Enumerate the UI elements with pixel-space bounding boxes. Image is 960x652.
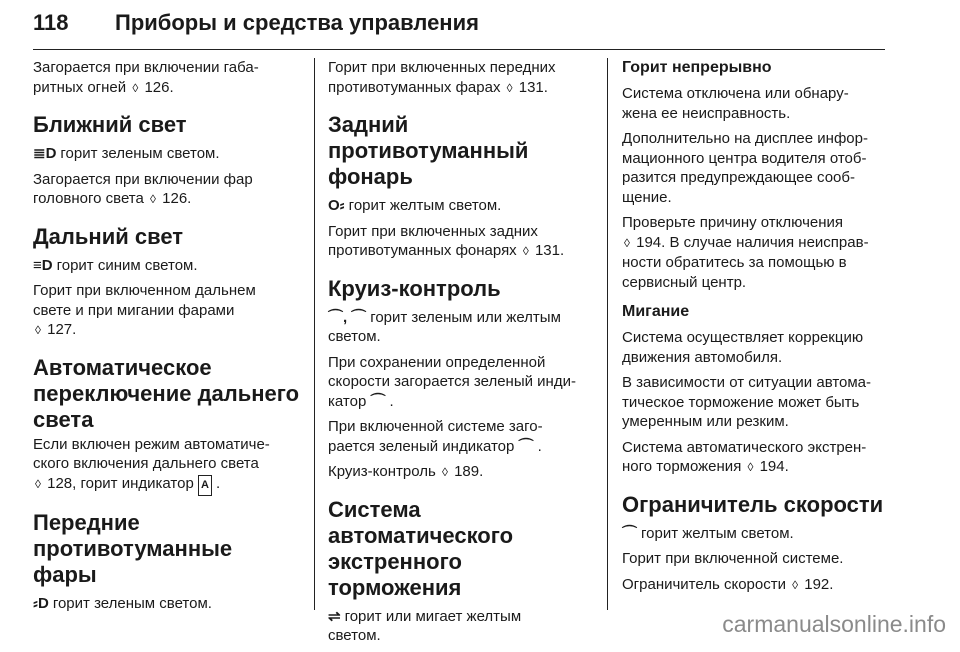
paragraph: ≣D горит зеленым светом. [33, 145, 220, 162]
paragraph: ⌒, ⌒ горит зеленым или желтым светом. [328, 308, 561, 345]
cruise-control-icon: ⌒, [328, 308, 348, 326]
auto-high-beam-icon: A [198, 475, 212, 497]
paragraph: Ограничитель скорости ◊ 192. [622, 575, 890, 596]
section-heading: Ближний свет [33, 112, 187, 137]
section-heading: Дальний свет [33, 223, 184, 249]
column-divider-1 [314, 58, 315, 610]
paragraph: При включенной системе заго- рается зеленый индикатор ⌒ . [328, 418, 543, 455]
paragraph: Проверьте причину отключения ◊ 194. В случае наличия неисправ- ности обратитесь за помощью в сервисный центр. [622, 214, 869, 291]
watermark: carmanualsonline.info [722, 611, 946, 637]
page-ref-arrow-icon: ◊ [506, 80, 513, 95]
paragraph: Система осуществляет коррекцию движения автомобиля. [622, 329, 864, 366]
paragraph: Горит при включенных передних противотуманных фарах ◊ 131. [328, 58, 596, 98]
paragraph: В зависимости от ситуации автома- тическое торможение может быть умеренным или резким. [622, 374, 872, 430]
page-title: Приборы и средства управления [115, 10, 479, 35]
subsection-heading: Мигание [622, 303, 690, 320]
column-divider-2 [607, 58, 608, 610]
paragraph: O⸗ горит желтым светом. [328, 197, 502, 214]
paragraph: ≡D горит синим светом. [33, 256, 198, 274]
subsection-heading: Горит непрерывно [622, 59, 772, 76]
front-fog-light-icon: ⸗D [33, 595, 49, 612]
paragraph: Горит при включенной системе. [622, 550, 844, 567]
paragraph: Горит при включенном дальнем свете и при мигании фарами ◊ 127. [33, 281, 301, 341]
column-2 [328, 58, 596, 652]
rear-fog-light-icon: O⸗ [328, 197, 345, 214]
paragraph: Горит при включенных задних противотуманных фонарях ◊ 131. [328, 222, 596, 262]
section-heading: Система автоматического экстренного торможения [328, 496, 514, 600]
cruise-control-active-icon: ⌒ [351, 308, 367, 326]
paragraph: Круиз-контроль ◊ 189. [328, 462, 596, 483]
paragraph: При сохранении определенной скорости загорается зеленый инди- катор ⌒ . [328, 353, 576, 410]
page-ref-arrow-icon: ◊ [522, 244, 529, 258]
section-heading: Круиз-контроль [328, 275, 501, 301]
page-ref-arrow-icon: ◊ [132, 80, 139, 95]
paragraph: Загорается при включении фар головного света ◊ 126. [33, 170, 301, 210]
paragraph: Если включен режим автоматиче- ского включения дальнего света ◊ 128, горит индикатор A . [33, 435, 301, 497]
paragraph: Система отключена или обнару- жена ее неисправность. [622, 85, 849, 122]
section-heading: Автоматическое переключение дальнего света [33, 354, 300, 432]
column-3 [622, 58, 890, 601]
page-header [33, 10, 885, 48]
low-beam-icon: ≣D [33, 145, 57, 162]
column-1 [33, 58, 301, 620]
cruise-control-icon: ⌒ [370, 392, 386, 410]
paragraph: ⸗D горит зеленым светом. [33, 595, 212, 612]
page-ref-arrow-icon: ◊ [747, 460, 754, 474]
high-beam-icon: ≡D [33, 256, 53, 274]
page-number: 118 [33, 10, 69, 35]
paragraph: ⌒ горит желтым светом. [622, 524, 794, 542]
cruise-control-active-icon: ⌒ [518, 437, 534, 455]
header-divider [33, 49, 885, 50]
emergency-braking-icon: ⇌ [328, 607, 341, 625]
paragraph: Дополнительно на дисплее инфор- мационного центра водителя отоб- разится предупреждающее сооб- щение. [622, 130, 868, 206]
paragraph: Система автоматического экстрен- ного торможения ◊ 194. [622, 438, 890, 478]
paragraph: Загорается при включении габа- ритных огней ◊ 126. [33, 58, 301, 98]
paragraph: ⇌ горит или мигает желтым светом. [328, 607, 522, 644]
page-ref-arrow-icon: ◊ [441, 465, 448, 479]
section-heading: Задний противотуманный фонарь [328, 112, 529, 189]
speed-limiter-icon: ⌒ [622, 524, 638, 542]
page-ref-arrow-icon: ◊ [792, 577, 799, 592]
section-heading: Ограничитель скорости [622, 491, 884, 517]
page-ref-arrow-icon: ◊ [624, 235, 630, 250]
page-ref-arrow-icon: ◊ [150, 192, 156, 206]
section-heading: Передние противотуманные фары [33, 510, 233, 587]
page-ref-arrow-icon: ◊ [35, 323, 41, 337]
page-ref-arrow-icon: ◊ [35, 476, 41, 491]
